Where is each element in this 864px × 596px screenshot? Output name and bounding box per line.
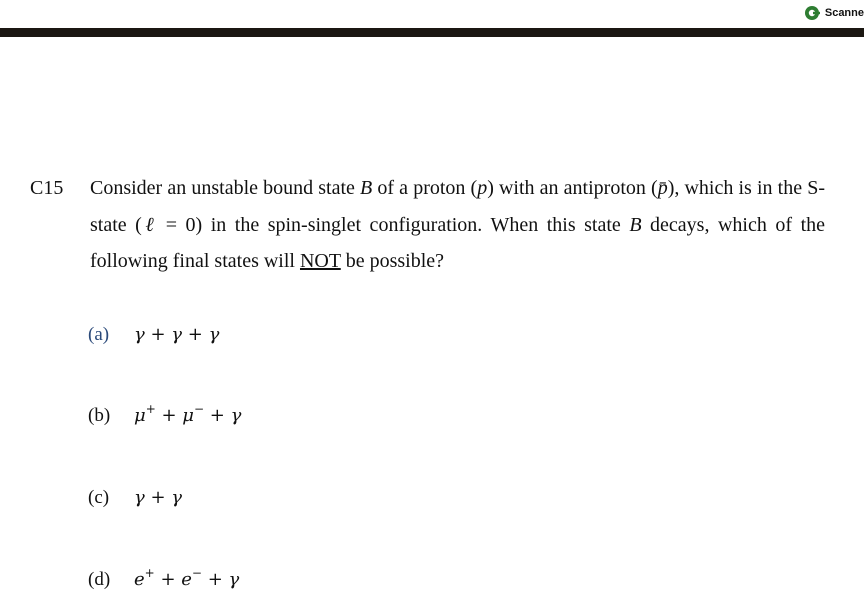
charge-superscript: + bbox=[144, 566, 155, 580]
option-label: (b) bbox=[88, 405, 111, 426]
scanner-logo-icon bbox=[804, 5, 820, 21]
charge-superscript: − bbox=[194, 402, 205, 416]
angular-momentum-symbol: ℓ bbox=[141, 213, 158, 236]
charge-superscript: − bbox=[191, 566, 202, 580]
question-text bbox=[90, 170, 825, 280]
option-label: (a) bbox=[88, 324, 110, 345]
scanner-brand bbox=[804, 4, 864, 22]
option-b[interactable] bbox=[88, 402, 241, 430]
question-number: C15 bbox=[30, 177, 64, 199]
option-label: (d) bbox=[88, 569, 111, 590]
question-text-segment: ), which is in bbox=[667, 177, 773, 199]
option-label: (c) bbox=[88, 487, 110, 508]
state-symbol: B bbox=[629, 213, 642, 236]
question-text-segment: of a proton ( bbox=[372, 177, 478, 199]
option-d[interactable] bbox=[88, 566, 239, 594]
top-bar bbox=[0, 0, 864, 28]
question-text-segment: of the following final states will bbox=[90, 213, 826, 272]
proton-symbol: p bbox=[477, 177, 488, 199]
particle-mu: μ bbox=[134, 405, 146, 426]
question-text-segment: be possible? bbox=[340, 250, 445, 272]
scanner-brand-text: Scanne bbox=[824, 7, 864, 19]
question-text-segment: Consider an unstable bound state bbox=[90, 177, 361, 199]
charge-superscript: + bbox=[145, 402, 156, 416]
not-emphasis: NOT bbox=[299, 250, 341, 272]
option-expression bbox=[134, 402, 241, 430]
state-symbol: B bbox=[360, 177, 373, 199]
antiproton-symbol: p̄ bbox=[657, 177, 668, 199]
particle-gamma: + γ bbox=[204, 405, 242, 426]
particle-gamma: + γ bbox=[201, 569, 240, 590]
particle-mu: + μ bbox=[155, 405, 194, 426]
header-rule bbox=[0, 28, 864, 37]
option-expression: γ + γ + γ bbox=[134, 324, 220, 345]
option-a[interactable] bbox=[88, 321, 219, 349]
option-expression: γ + γ bbox=[134, 487, 183, 508]
question-text-segment: ) with an antiproton ( bbox=[487, 177, 658, 199]
option-expression bbox=[134, 566, 239, 594]
question-text-segment: = 0) in the spin-singlet configuration. When this state bbox=[157, 213, 630, 236]
particle-electron: e bbox=[134, 569, 145, 590]
question-text-segment: the S-state ( bbox=[90, 177, 826, 236]
option-c[interactable] bbox=[88, 484, 182, 512]
question-text-segment: decays, which bbox=[641, 213, 767, 236]
particle-electron: + e bbox=[154, 569, 192, 590]
